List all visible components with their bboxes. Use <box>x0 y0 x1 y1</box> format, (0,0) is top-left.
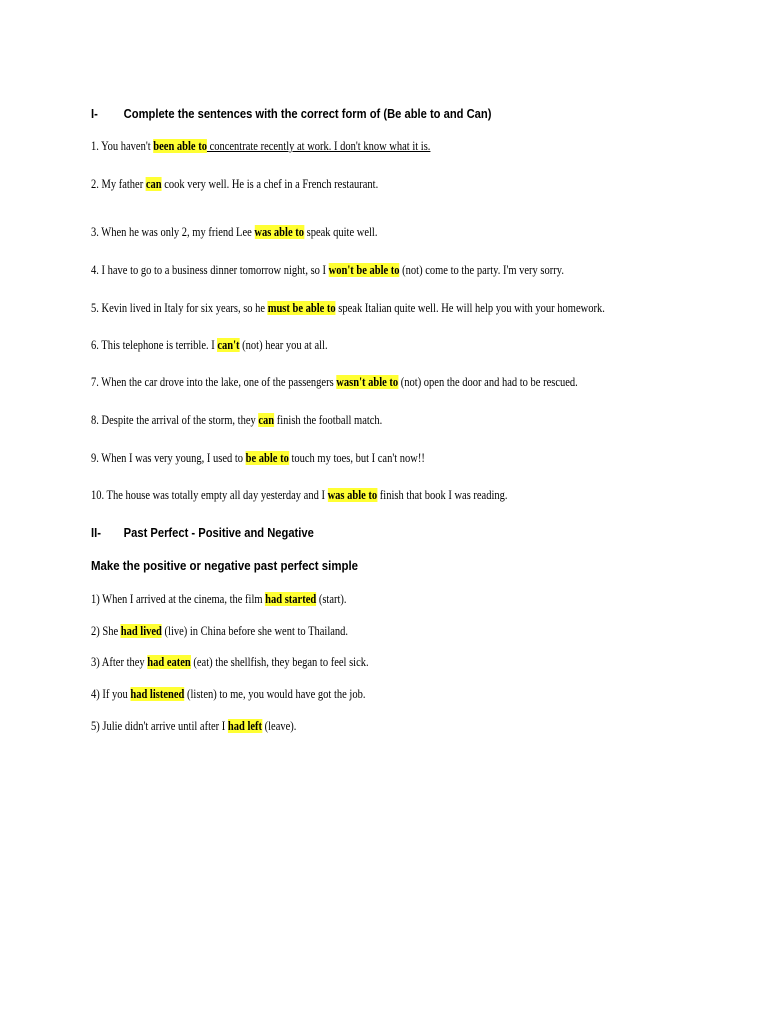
answer-highlight: was able to <box>254 225 304 239</box>
answer-highlight: had eaten <box>147 655 191 669</box>
sentence-text: (listen) to me, you would have got the job. <box>184 687 366 701</box>
sentence-text: 8. Despite the arrival of the storm, they <box>91 413 259 427</box>
past-perfect-line-3 <box>91 654 369 670</box>
sentence-text: 3. When he was only 2, my friend Lee <box>91 225 255 239</box>
answer-highlight: had started <box>265 592 317 606</box>
sentence-text: (eat) the shellfish, they began to feel sick. <box>190 655 369 669</box>
section-2-title: Past Perfect - Positive and Negative <box>123 525 314 540</box>
answer-highlight: wasn't able to <box>336 375 399 389</box>
past-perfect-line-5 <box>91 718 296 734</box>
past-perfect-line-4 <box>91 686 365 702</box>
past-perfect-line-1 <box>91 591 347 607</box>
section-2-heading <box>91 525 314 540</box>
past-perfect-line-2 <box>91 623 348 639</box>
section-1-title: Complete the sentences with the correct form of (Be able to and Can) <box>123 106 492 121</box>
sentence-text: concentrate recently at work. I don't know what it is. <box>206 139 431 153</box>
sentence-text: (not) open the door and had to be rescued. <box>398 375 578 389</box>
section-2-instruction: Make the positive or negative past perfect simple <box>91 558 359 573</box>
answer-highlight: can't <box>217 338 240 352</box>
sentence-text: finish that book I was reading. <box>377 488 508 502</box>
sentence-text: speak Italian quite well. He will help you with your homework. <box>335 301 605 315</box>
answer-highlight: had lived <box>120 624 162 638</box>
sentence-text: 4) If you <box>91 687 131 701</box>
section-2-number: II- <box>91 525 101 540</box>
exercise-line-3 <box>91 224 377 240</box>
sentence-text: 2) She <box>91 624 121 638</box>
answer-highlight: can <box>258 413 275 427</box>
answer-highlight: been able to <box>153 139 207 153</box>
sentence-text: (live) in China before she went to Thailand. <box>161 624 349 638</box>
sentence-text: touch my toes, but I can't now!! <box>288 451 425 465</box>
sentence-text: (leave). <box>262 719 297 733</box>
sentence-text: 6. This telephone is terrible. I <box>91 338 218 352</box>
sentence-text: finish the football match. <box>274 413 383 427</box>
answer-highlight: must be able to <box>267 301 336 315</box>
exercise-line-2 <box>91 176 378 192</box>
answer-highlight: had left <box>227 719 263 733</box>
sentence-text: (not) hear you at all. <box>239 338 328 352</box>
sentence-text: 5) Julie didn't arrive until after I <box>91 719 228 733</box>
exercise-line-4 <box>91 262 564 278</box>
exercise-line-9 <box>91 450 425 466</box>
sentence-text: 1. You haven't <box>91 139 154 153</box>
sentence-text: (start). <box>316 592 347 606</box>
sentence-text: 2. My father <box>91 177 146 191</box>
answer-highlight: can <box>145 177 162 191</box>
exercise-line-1 <box>91 138 430 154</box>
sentence-text: 7. When the car drove into the lake, one of the passengers <box>91 375 337 389</box>
sentence-text: 3) After they <box>91 655 148 669</box>
sentence-text: 5. Kevin lived in Italy for six years, so he <box>91 301 268 315</box>
section-1-heading <box>91 106 491 121</box>
answer-highlight: was able to <box>327 488 378 502</box>
exercise-line-7 <box>91 374 578 390</box>
exercise-line-6 <box>91 337 328 353</box>
sentence-text: (not) come to the party. I'm very sorry. <box>399 263 564 277</box>
sentence-text: 1) When I arrived at the cinema, the film <box>91 592 266 606</box>
answer-highlight: had listened <box>130 687 185 701</box>
exercise-line-5 <box>91 300 605 316</box>
section-1-number: I- <box>91 106 98 121</box>
answer-highlight: be able to <box>245 451 289 465</box>
sentence-text: 9. When I was very young, I used to <box>91 451 246 465</box>
sentence-text: cook very well. He is a chef in a French restaurant. <box>161 177 379 191</box>
answer-highlight: won't be able to <box>328 263 400 277</box>
exercise-line-10 <box>91 487 508 503</box>
sentence-text: 4. I have to go to a business dinner tomorrow night, so I <box>91 263 329 277</box>
sentence-text: speak quite well. <box>303 225 378 239</box>
exercise-line-8 <box>91 412 382 428</box>
sentence-text: 10. The house was totally empty all day yesterday and I <box>91 488 328 502</box>
